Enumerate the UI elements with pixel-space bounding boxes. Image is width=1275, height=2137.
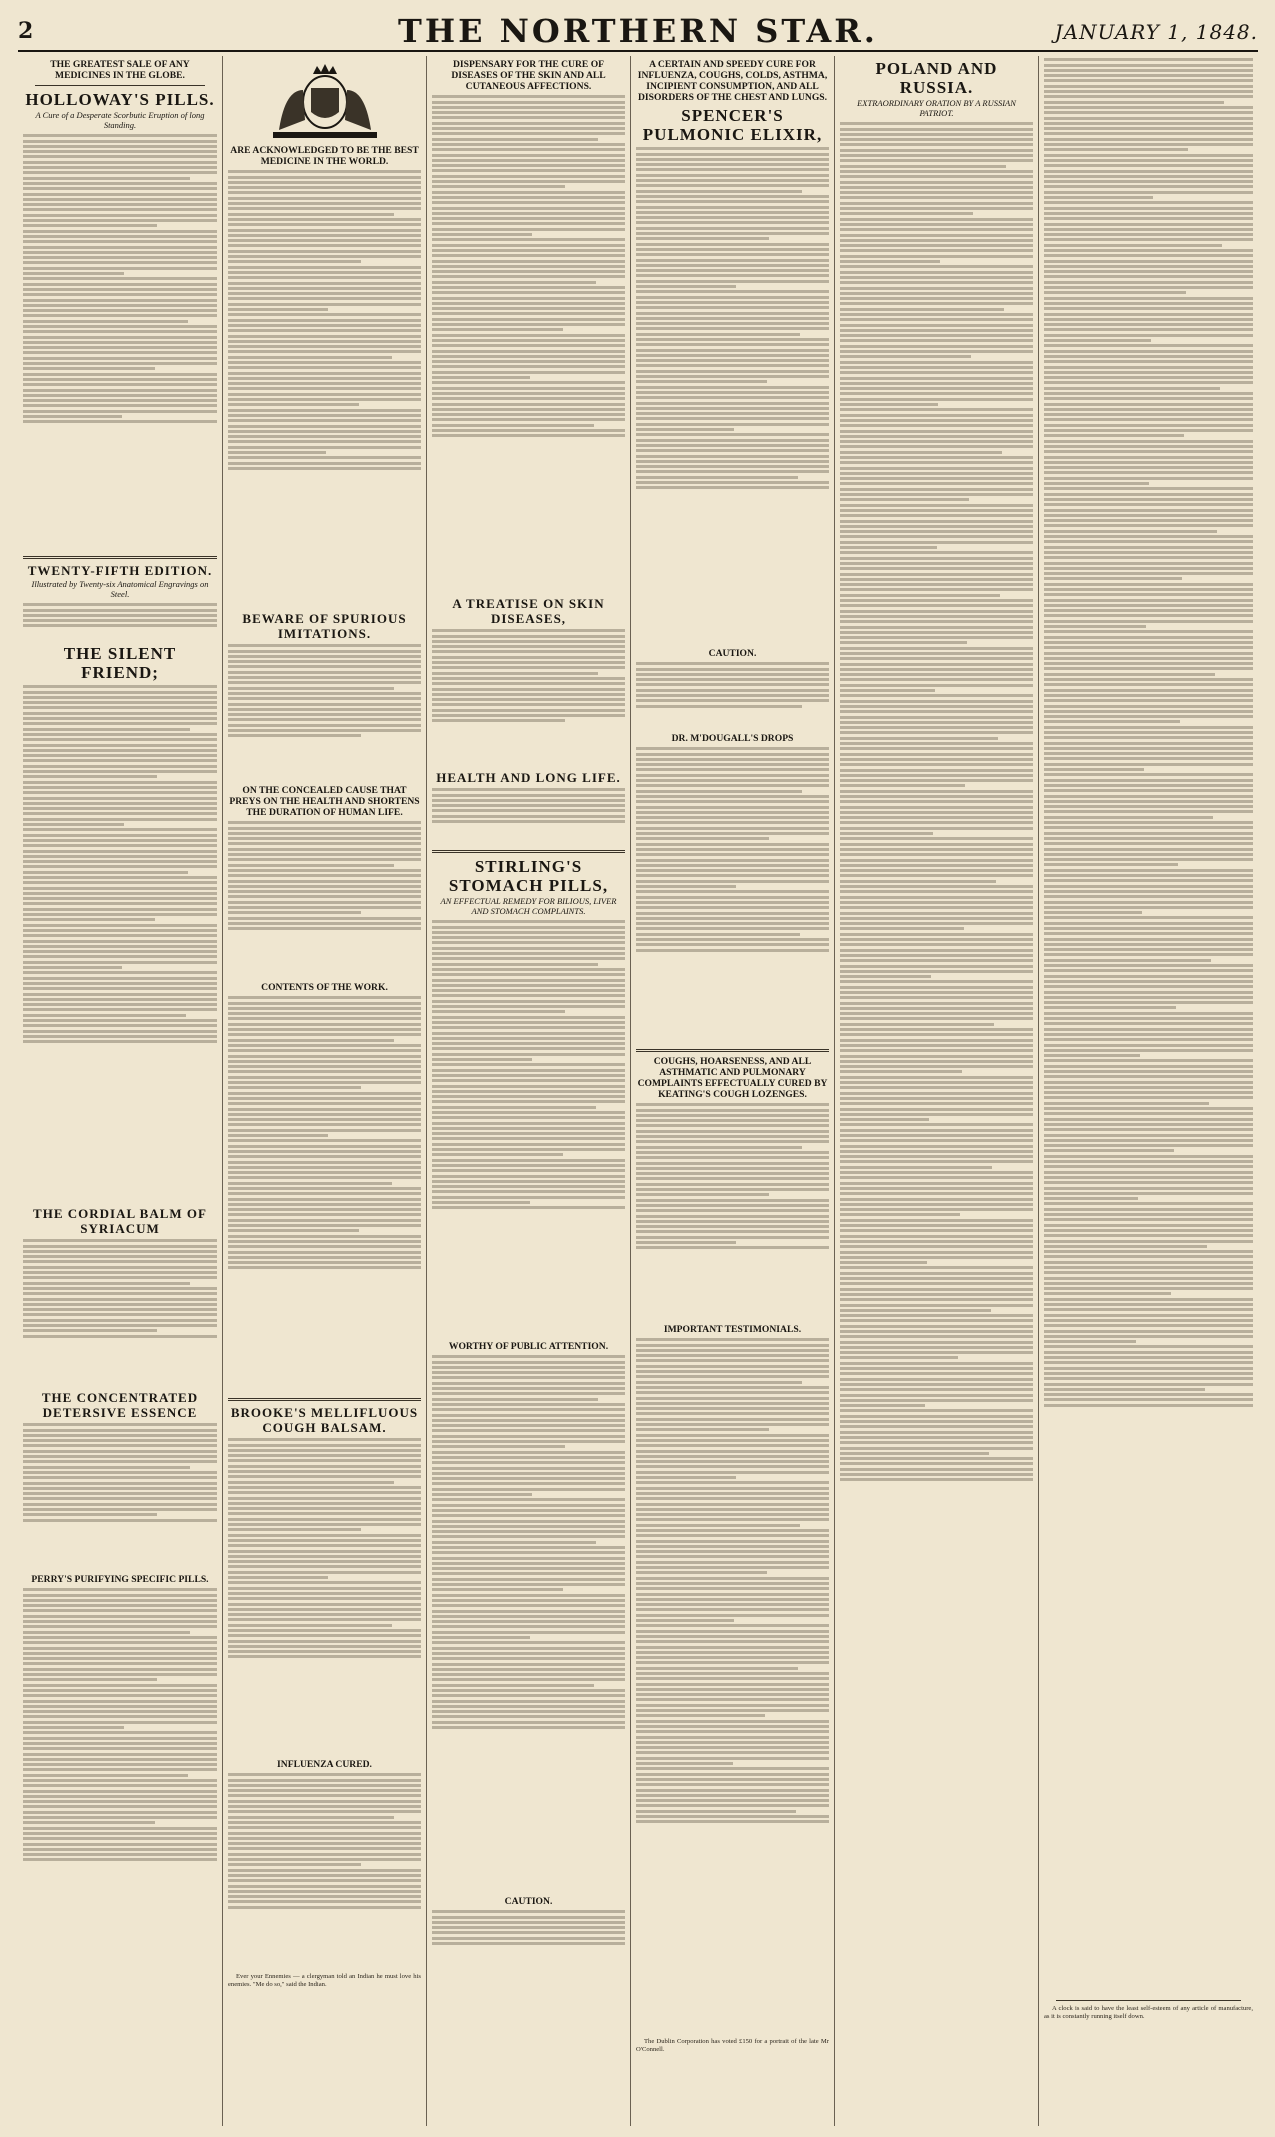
article-body bbox=[432, 1908, 625, 1968]
article-body bbox=[636, 660, 829, 730]
heading: A CERTAIN AND SPEEDY CURE FOR INFLUENZA, COUGHS, COLDS, ASTHMA, INCIPIENT CONSUMPTION, AND ALL DISORDERS OF THE CHEST AND LUNGS. bbox=[637, 59, 828, 103]
heading: STIRLING'S STOMACH PILLS, bbox=[448, 857, 609, 895]
heading: THE GREATEST SALE OF ANY MEDICINES IN THE GLOBE. bbox=[50, 59, 190, 81]
heading: DISPENSARY FOR THE CURE OF DISEASES OF THE SKIN AND ALL CUTANEOUS AFFECTIONS. bbox=[451, 59, 606, 92]
column-5 bbox=[834, 56, 1038, 2126]
article-body bbox=[228, 819, 421, 979]
column-4 bbox=[630, 56, 834, 2126]
article-body bbox=[228, 994, 421, 1394]
issue-date: JANUARY 1, 1848. bbox=[1054, 20, 1258, 44]
article-body bbox=[23, 1421, 217, 1571]
article-body bbox=[636, 145, 829, 645]
heading: THE CONCENTRATED DETERSIVE ESSENCE bbox=[41, 1390, 199, 1420]
heading: ON THE CONCEALED CAUSE THAT PREYS ON THE HEALTH AND SHORTENS THE DURATION OF HUMAN LIFE. bbox=[229, 785, 420, 818]
heading: COUGHS, HOARSENESS, AND ALL ASTHMATIC AND PULMONARY COMPLAINTS EFFECTUALLY CURED BY KEATING'S COUGH LOZENGES. bbox=[637, 1056, 828, 1100]
column-2 bbox=[222, 56, 426, 2126]
royal-arms-emblem-icon bbox=[255, 60, 395, 142]
heading: WORTHY OF PUBLIC ATTENTION. bbox=[448, 1341, 609, 1352]
subheading: EXTRAORDINARY ORATION BY A RUSSIAN PATRIOT. bbox=[857, 98, 1016, 118]
heading: BEWARE OF SPURIOUS IMITATIONS. bbox=[242, 611, 407, 641]
article-body bbox=[23, 1586, 217, 1986]
article-body bbox=[23, 132, 217, 552]
article-body bbox=[636, 1101, 829, 1321]
column-3 bbox=[426, 56, 630, 2126]
heading: A TREATISE ON SKIN DISEASES, bbox=[452, 596, 605, 626]
heading: BROOKE'S MELLIFLUOUS COUGH BALSAM. bbox=[230, 1405, 419, 1435]
article-body bbox=[840, 120, 1033, 2080]
article-body bbox=[636, 1336, 829, 2036]
article-body bbox=[1044, 56, 1253, 1996]
heading: HEALTH AND LONG LIFE. bbox=[436, 770, 621, 785]
page-number: 2 bbox=[18, 18, 34, 44]
heading: ARE ACKNOWLEDGED TO BE THE BEST MEDICINE IN THE WORLD. bbox=[230, 145, 419, 167]
article-body bbox=[23, 683, 217, 1203]
article-body bbox=[228, 168, 421, 608]
subheading: Illustrated by Twenty-six Anatomical Engravings on Steel. bbox=[31, 579, 209, 599]
article-body bbox=[23, 1237, 217, 1387]
article-body bbox=[23, 601, 217, 641]
heading: INFLUENZA CURED. bbox=[277, 1759, 372, 1770]
heading: THE SILENT FRIEND; bbox=[63, 644, 177, 682]
filler-anecdote: Ever your Ennemies — a clergyman told an Indian he must love his enemies. "Me do so," said the Indian. bbox=[228, 1973, 421, 1988]
heading: CAUTION. bbox=[504, 1896, 553, 1907]
subheading: A Cure of a Desperate Scorbutic Eruption of long Standing. bbox=[35, 110, 205, 130]
filler-note: A clock is said to have the least self-esteem of any article of manufacture, as it is constantly running itself down. bbox=[1044, 2005, 1253, 2020]
heading: CONTENTS OF THE WORK. bbox=[261, 982, 388, 993]
heading: TWENTY-FIFTH EDITION. bbox=[27, 563, 213, 578]
article-body bbox=[432, 93, 625, 593]
heading: POLAND AND RUSSIA. bbox=[875, 59, 998, 97]
article-body bbox=[636, 745, 829, 1045]
heading: THE CORDIAL BALM OF SYRIACUM bbox=[33, 1206, 207, 1236]
article-body bbox=[432, 627, 625, 767]
article-body bbox=[228, 1771, 421, 1971]
heading: CAUTION. bbox=[708, 648, 757, 659]
article-body bbox=[432, 918, 625, 1338]
column-6 bbox=[1038, 56, 1258, 2126]
subheading: AN EFFECTUAL REMEDY FOR BILIOUS, LIVER AND STOMACH COMPLAINTS. bbox=[440, 896, 617, 916]
filler-note: The Dublin Corporation has voted £150 for a portrait of the late Mr O'Connell. bbox=[636, 2038, 829, 2053]
page-header bbox=[18, 10, 1258, 52]
article-body bbox=[228, 642, 421, 782]
heading: IMPORTANT TESTIMONIALS. bbox=[663, 1324, 802, 1335]
heading: DR. M'DOUGALL'S DROPS bbox=[671, 733, 794, 744]
masthead: THE NORTHERN STAR. bbox=[398, 12, 878, 50]
article-body bbox=[432, 1353, 625, 1893]
article-body bbox=[228, 1436, 421, 1756]
heading: SPENCER'S PULMONIC ELIXIR, bbox=[642, 106, 823, 144]
heading: PERRY'S PURIFYING SPECIFIC PILLS. bbox=[31, 1574, 209, 1585]
heading: HOLLOWAY'S PILLS. bbox=[25, 90, 215, 109]
column-1 bbox=[18, 56, 222, 2126]
article-body bbox=[432, 786, 625, 846]
